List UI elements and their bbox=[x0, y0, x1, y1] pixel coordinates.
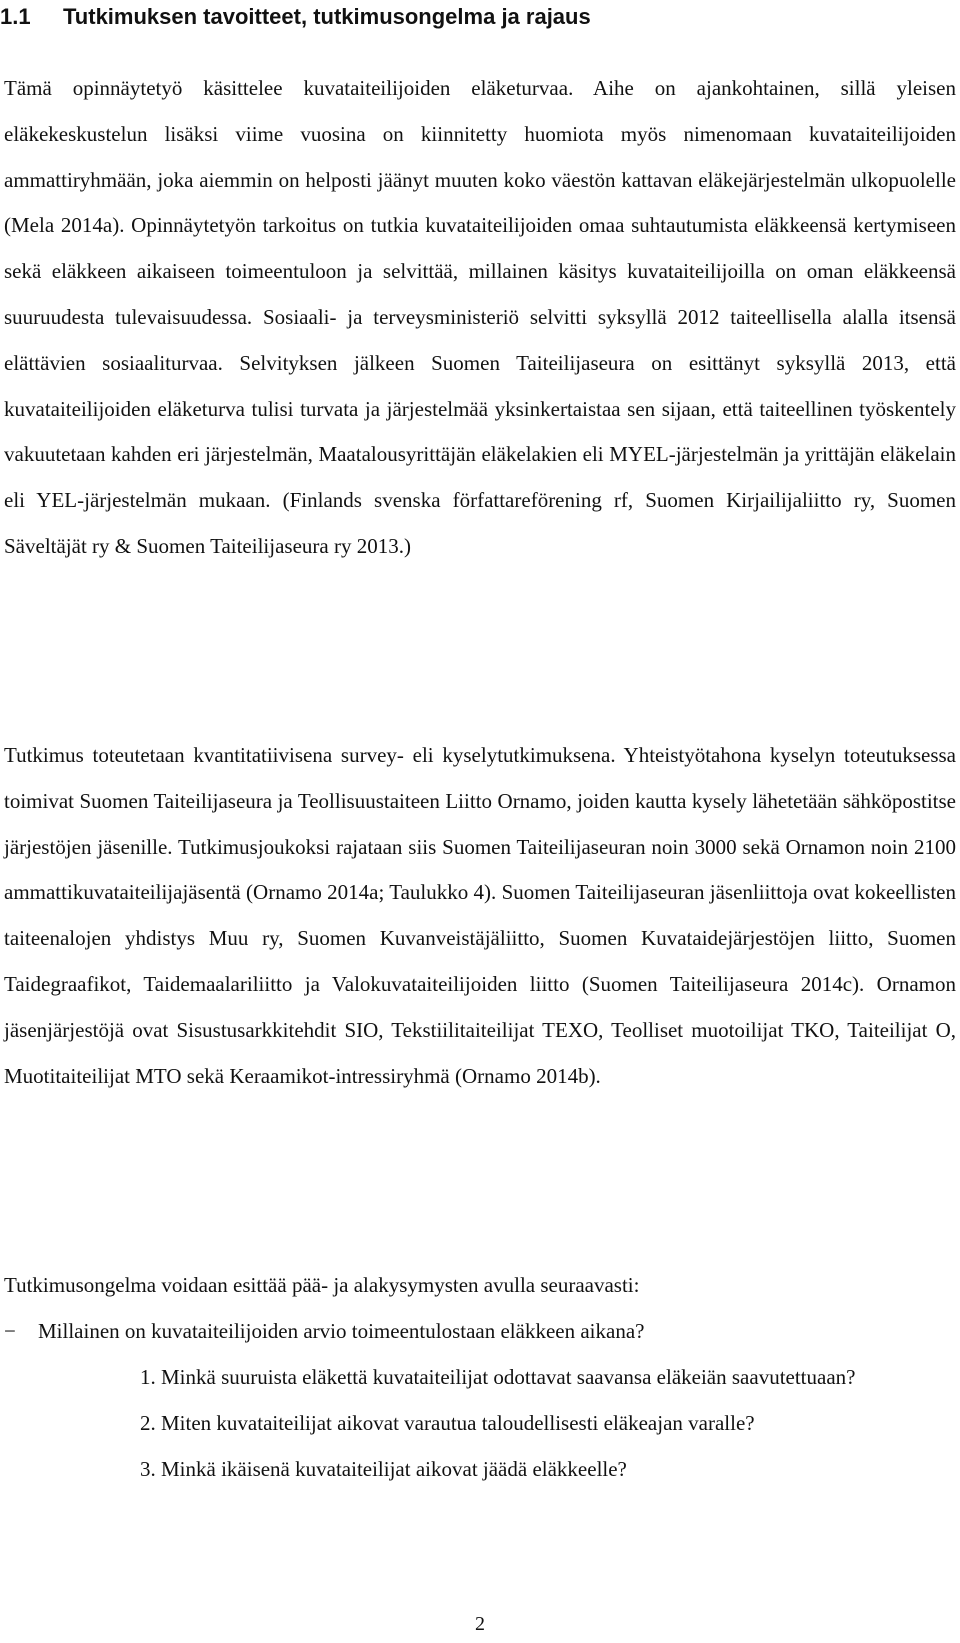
sub-question: 3. Minkä ikäisenä kuvataiteilijat aikovat jäädä eläkkeelle? bbox=[140, 1456, 627, 1481]
sub-question: 2. Miten kuvataiteilijat aikovat varautua taloudellisesti eläkeajan varalle? bbox=[140, 1410, 755, 1435]
main-question bbox=[4, 1309, 956, 1355]
main-question-text: Millainen on kuvataiteilijoiden arvio toimeentulostaan eläkkeen aikana? bbox=[38, 1319, 645, 1343]
section-title: Tutkimuksen tavoitteet, tutkimusongelma ja rajaus bbox=[63, 4, 591, 29]
section-heading bbox=[0, 0, 591, 34]
section-number: 1.1 bbox=[0, 4, 31, 29]
sub-question: 1. Minkä suuruista eläkettä kuvataiteilijat odottavat saavansa eläkeiän saavutettuaan? bbox=[140, 1365, 856, 1389]
paragraph-method: Tutkimus toteutetaan kvantitatiivisena survey- eli kyselytutkimuksena. Yhteistyötahona kyselyn toteutuksessa toimivat Suomen Taiteilijaseura ja Teollisuustaiteen Liitto Ornamo, joiden kautta kysely lähetetään sähköpostitse järjestöjen jäsenille. Tutkimusjoukoksi rajataan siis Suomen Taiteilijaseuran noin 3000 sekä Ornamon noin 2100 ammattikuvataiteilijajäsentä (Ornamo 2014a; Taulukko 4). Suomen Taiteilijaseuran jäsenliittoja ovat kokeellisten taiteenalojen yhdistys Muu ry, Suomen Kuvanveistäjäliitto, Suomen Kuvataidejärjestöjen liitto, Suomen Taidegraafikot, Taidemaalariliitto ja Valokuvataiteilijoiden liitto (Suomen Taiteilijaseura 2014c). Ornamon jäsenjärjestöjä ovat Sisustusarkkitehdit SIO, Tekstiilitaiteilijat TEXO, Teolliset muotoilijat TKO, Taiteilijat O, Muotitaiteilijat MTO sekä Keraamikot-intressiryhmä (Ornamo 2014b). bbox=[4, 743, 956, 1088]
sub-question-list bbox=[140, 1355, 952, 1492]
dash-bullet: − bbox=[4, 1319, 16, 1343]
paragraph-research-problem: Tutkimusongelma voidaan esittää pää- ja alakysymysten avulla seuraavasti: bbox=[4, 1273, 640, 1297]
page-number: 2 bbox=[475, 1613, 485, 1635]
paragraph-introduction: Tämä opinnäytetyö käsittelee kuvataiteilijoiden eläketurvaa. Aihe on ajankohtainen, sillä yleisen eläkekeskustelun lisäksi viime vuosina on kiinnitetty huomiota myös nimenomaan kuvataiteilijoiden ammattiryhmään, joka aiemmin on helposti jäänyt muuten koko väestön kattavan eläkejärjestelmän ulkopuolelle (Mela 2014a). Opinnäytetyön tarkoitus on tutkia kuvataiteilijoiden omaa suhtautumista eläkkeensä kertymiseen sekä eläkkeen aikaiseen toimeentuloon ja selvittää, millainen käsitys kuvataiteilijoilla on oman eläkkeensä suuruudesta tulevaisuudessa. Sosiaali- ja terveysministeriö selvitti syksyllä 2012 taiteellisella alalla itsensä elättävien sosiaaliturvaa. Selvityksen jälkeen Suomen Taiteilijaseura on esittänyt syksyllä 2013, että kuvataiteilijoiden eläketurva tulisi turvata ja järjestelmää yksinkertaistaa sen sijaan, että taiteellinen työskentely vakuutetaan kahden eri järjestelmän, Maatalousyrittäjän eläkelakien eli MYEL-järjestelmän ja yrittäjän eläkelain eli YEL-järjestelmän mukaan. (Finlands svenska författareförening rf, Suomen Kirjailijaliitto ry, Suomen Säveltäjät ry & Suomen Taiteilijaseura ry 2013.) bbox=[4, 76, 956, 558]
